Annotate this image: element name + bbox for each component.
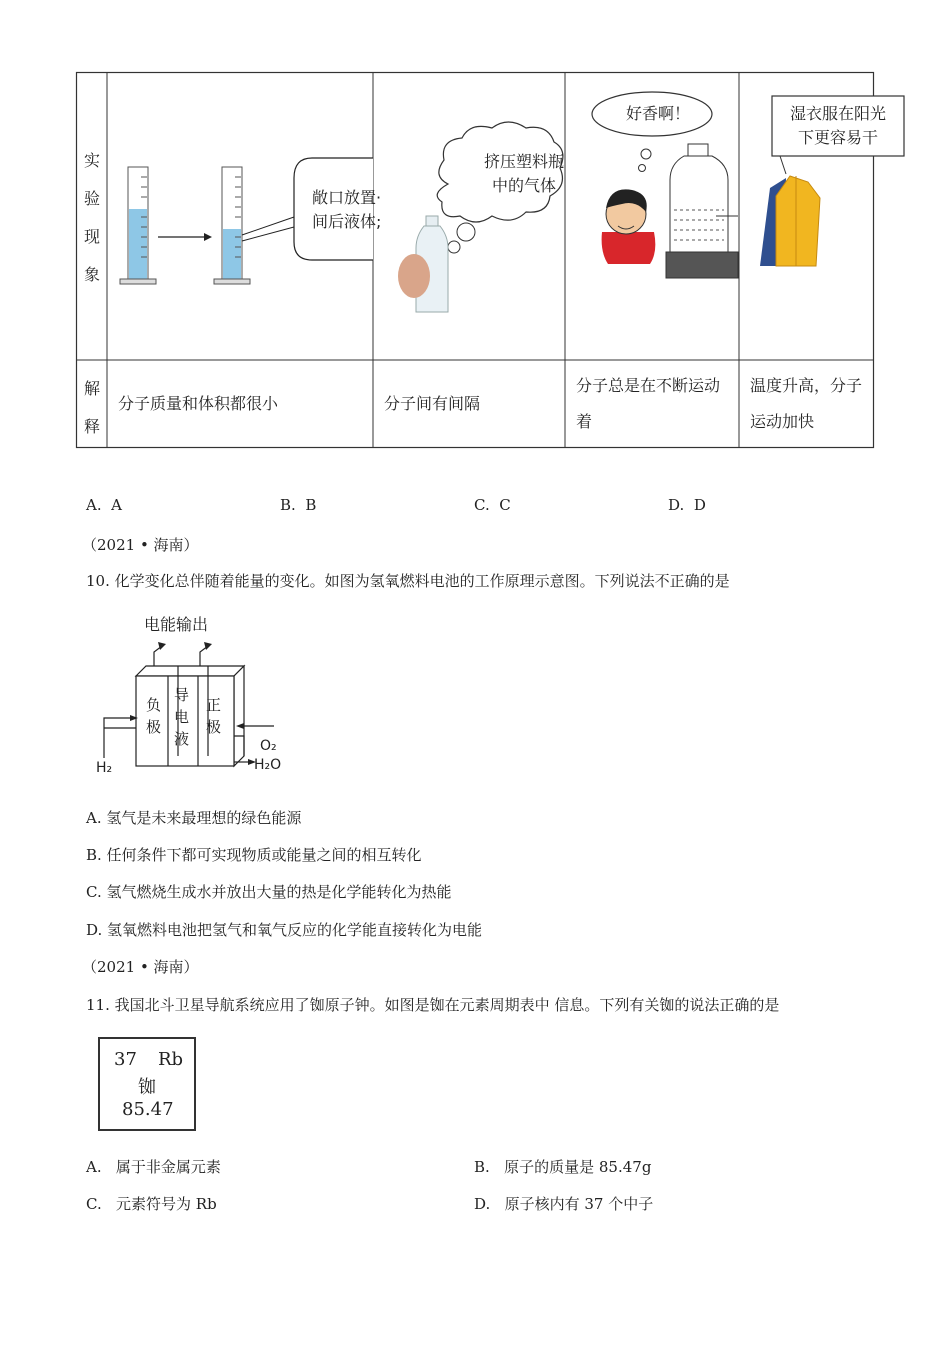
svg-text:O₂: O₂ xyxy=(260,738,277,754)
q11-option-d[interactable]: D. 原子核内有 37 个中子 xyxy=(474,1195,654,1213)
boy xyxy=(602,189,656,264)
q11-option-b[interactable]: B. 原子的质量是 85.47g xyxy=(474,1158,652,1176)
bubble-d-text: 湿衣服在阳光 下更容易干 xyxy=(789,104,886,147)
q11-option-c[interactable]: C. 元素符号为 Rb xyxy=(86,1195,217,1213)
q9-option-b[interactable]: B. B xyxy=(280,496,317,514)
bubble-a-text: 敞口放置· 间后液体; xyxy=(312,188,382,231)
bubble-b-text: 挤压塑料瓶 中的气体 xyxy=(483,152,564,195)
svg-text:极: 极 xyxy=(146,718,162,736)
q10-option-b[interactable]: B. 任何条件下都可实现物质或能量之间的相互转化 xyxy=(86,846,422,864)
svg-text:正: 正 xyxy=(206,696,222,714)
q9-option-d[interactable]: D. D xyxy=(668,496,706,514)
q10-option-d[interactable]: D. 氢氧燃料电池把氢气和氧气反应的化学能直接转化为电能 xyxy=(86,921,483,939)
explanation-b: 分子间有间隔 xyxy=(384,394,481,413)
q10-option-a[interactable]: A. 氢气是未来最理想的绿色能源 xyxy=(86,809,302,827)
q9-option-c[interactable]: C. C xyxy=(474,496,511,514)
element-mass: 85.47 xyxy=(122,1099,174,1120)
element-number: 37 xyxy=(114,1049,137,1070)
explanation-c: 分子总是在不断运动 着 xyxy=(576,376,721,431)
wet-clothes xyxy=(760,176,820,266)
thought-dot-small xyxy=(448,241,460,253)
svg-text:H₂: H₂ xyxy=(96,760,113,776)
explanation-d: 温度升高，分子 运动加快 xyxy=(750,376,863,431)
svg-text:负: 负 xyxy=(146,696,162,714)
q11-option-a[interactable]: A. 属于非金属元素 xyxy=(86,1158,221,1176)
phenomena-table xyxy=(76,72,886,448)
bubble-c-text: 好香啊！ xyxy=(625,104,690,123)
reagent-bottle xyxy=(666,144,738,278)
q11-stem: 11. 我国北斗卫星导航系统应用了铷原子钟。如图是铷在元素周期表中 信息。下列有关铷的说法正确的是 xyxy=(86,996,780,1014)
hand xyxy=(398,254,430,298)
thought-dot-large xyxy=(457,223,475,241)
label-power-output: 电能输出 xyxy=(144,615,209,634)
svg-text:液: 液 xyxy=(174,730,190,748)
q10-stem: 10. 化学变化总伴随着能量的变化。如图为氢氧燃料电池的工作原理示意图。下列说法不正确的是 xyxy=(86,572,730,590)
row-header-explanation: 解 释 xyxy=(83,379,100,436)
q10-option-c[interactable]: C. 氢气燃烧生成水并放出大量的热是化学能转化为热能 xyxy=(86,883,452,901)
cylinder-reduced xyxy=(214,167,250,284)
q9-option-a[interactable]: A. A xyxy=(86,496,122,514)
row-header-phenomenon: 实 验 现 象 xyxy=(83,151,100,284)
fuel-cell-diagram xyxy=(94,610,294,780)
svg-text:导: 导 xyxy=(174,686,190,704)
cylinder-full xyxy=(120,167,156,284)
explanation-a: 分子质量和体积都很小 xyxy=(118,394,279,413)
element-card-rubidium xyxy=(98,1037,196,1131)
plastic-bottle xyxy=(398,216,448,312)
element-name: 铷 xyxy=(138,1077,156,1098)
cloud-bottle-illustration xyxy=(396,116,566,316)
svg-text:极: 极 xyxy=(206,718,222,736)
q10-source: （2021 • 海南） xyxy=(82,536,199,554)
q11-source: （2021 • 海南） xyxy=(82,958,199,976)
svg-text:电: 电 xyxy=(174,708,190,726)
element-symbol: Rb xyxy=(158,1049,184,1070)
svg-text:H₂O: H₂O xyxy=(254,757,282,773)
